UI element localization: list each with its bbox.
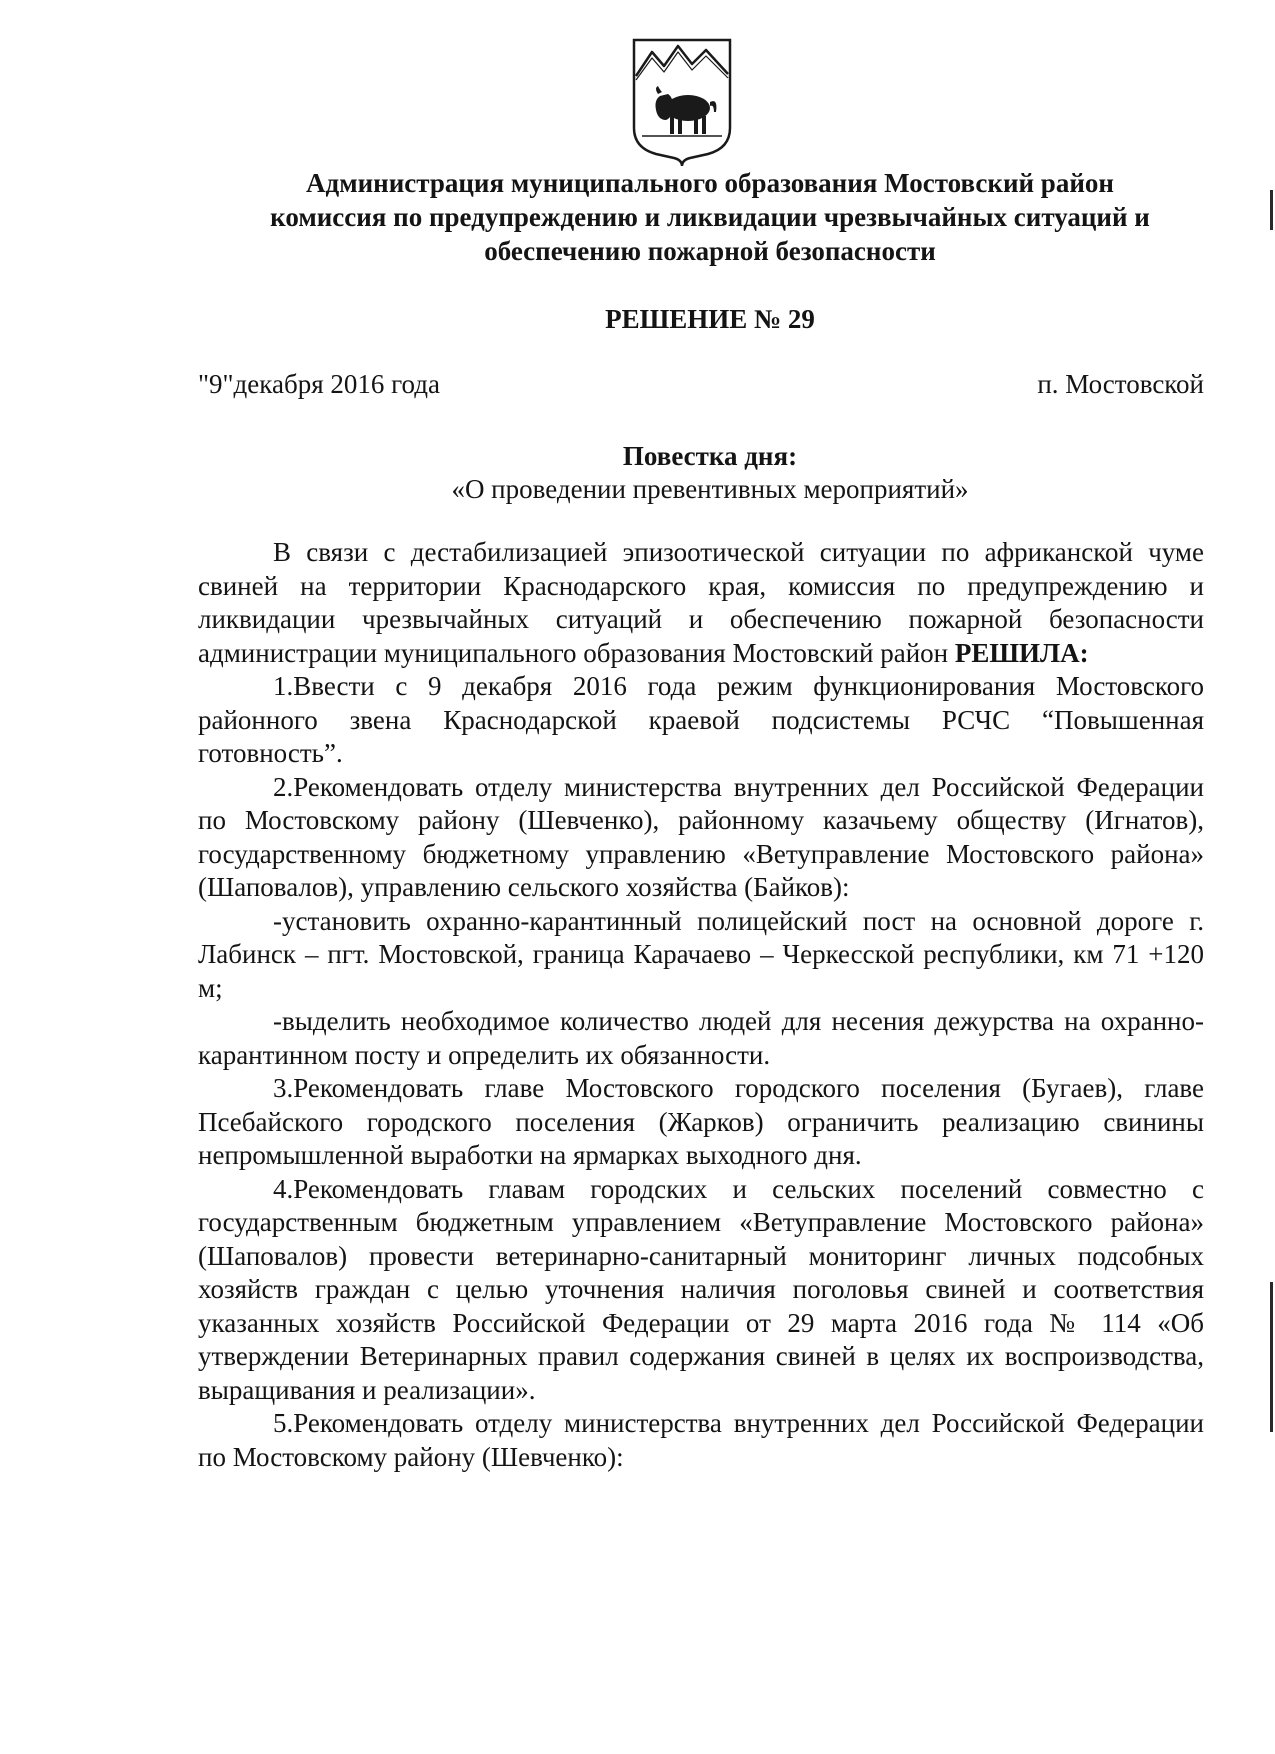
paragraph-2a: -установить охранно-карантинный полицейский пост на основной дороге г. Лабинск – пгт. Мостовской, граница Карачаево – Черкесской республики, км 71 +120 м; xyxy=(198,905,1204,1003)
paragraph-1: 1.Ввести с 9 декабря 2016 года режим функционирования Мостовского районного звена Краснодарской краевой подсистемы РСЧС “Повышенная готовность”. xyxy=(198,671,1204,768)
intro-resolution: РЕШИЛА: xyxy=(954,637,1089,668)
document-date: "9"декабря 2016 года xyxy=(198,369,440,399)
paragraph-4: 4.Рекомендовать главам городских и сельских поселений совместно с государственным бюджетным управлением «Ветуправление Мостовского района» (Шаповалов) провести ветеринарно-санитарный мониторинг личных подсобных хозяйств граждан с целью уточнения наличия поголовья свиней и соответствия указанных хозяйств Российской Федерации от 29 марта 2016 года № 114 «Об утверждении Ветеринарных правил содержания свиней в целях их воспроизводства, выращивания и реализации». xyxy=(198,1173,1204,1405)
paragraph-5: 5.Рекомендовать отделу министерства внутренних дел Российской Федерации по Мостовскому району (Шевченко): xyxy=(198,1408,1204,1472)
document-body xyxy=(198,536,1204,1474)
header-organization: Администрация муниципального образования Мостовский район xyxy=(306,168,1114,198)
paragraph-2b: -выделить необходимое количество людей для несения дежурства на охранно-карантинном посту и определить их обязанности. xyxy=(198,1006,1204,1070)
agenda-subject: «О проведении превентивных мероприятий» xyxy=(451,474,969,504)
paragraph-3: 3.Рекомендовать главе Мостовского городского поселения (Бугаев), главе Псебайского городского поселения (Жарков) ограничить реализацию свинины непромышленной выработки на ярмарках выходного дня. xyxy=(198,1073,1204,1170)
scan-edge-mark-top xyxy=(1270,190,1273,230)
header-commission-cont: обеспечению пожарной безопасности xyxy=(484,236,936,266)
decision-title: РЕШЕНИЕ № 29 xyxy=(605,304,815,334)
document-place: п. Мостовской xyxy=(1037,369,1204,399)
agenda-block xyxy=(160,440,1260,506)
paragraph-2: 2.Рекомендовать отделу министерства внутренних дел Российской Федерации по Мостовскому району (Шевченко), районному казачьему обществу (Игнатов), государственному бюджетному управлению «Ветуправление Мостовского района» (Шаповалов), управлению сельского хозяйства (Байков): xyxy=(198,771,1204,902)
agenda-title: Повестка дня: xyxy=(622,441,798,471)
paragraph-intro xyxy=(198,536,1204,670)
intro-text: В связи с дестабилизацией эпизоотической ситуации по африканской чуме свиней на территории Краснодарского края, комиссия по предупреждению и ликвидации чрезвычайных ситуаций и обеспечению пожарной безопасности администрации муниципального образования Мостовский район xyxy=(198,537,1204,668)
header-commission: комиссия по предупреждению и ликвидации чрезвычайных ситуаций и xyxy=(270,202,1150,232)
document-header xyxy=(160,166,1260,268)
coat-of-arms-emblem xyxy=(630,36,734,168)
scan-edge-mark-bottom xyxy=(1270,1282,1273,1432)
